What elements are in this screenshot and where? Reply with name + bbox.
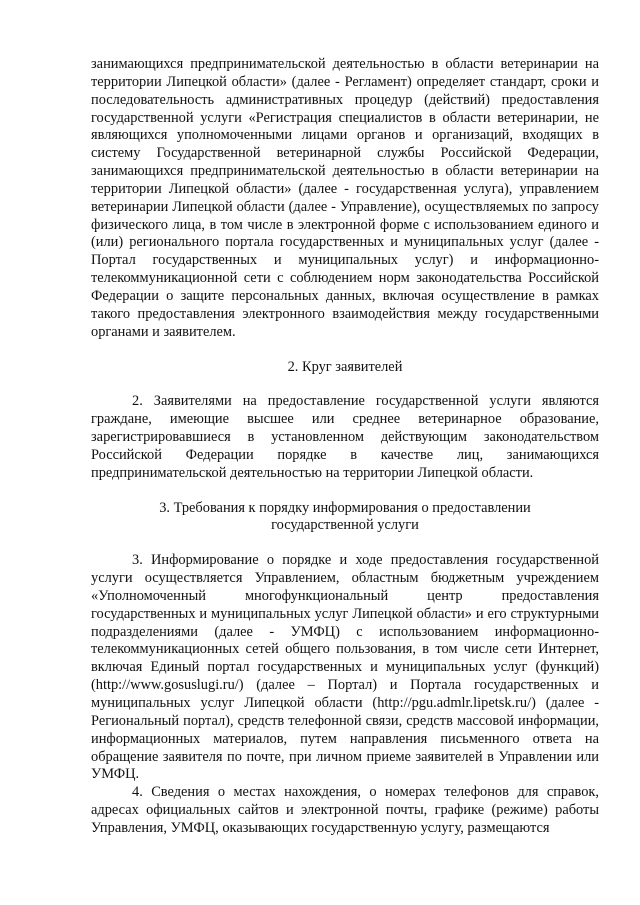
section-heading-applicants: 2. Круг заявителей (287, 358, 403, 375)
section-heading-line-2: государственной услуги (271, 517, 419, 534)
paragraph-applicants: 2. Заявителями на предоставление государственной услуги являются граждане, имеющие высшее или среднее ветеринарное образование, зарегистрировавшиеся в установленном действующим законодательством Российской Федерации порядке в качестве лиц, занимающихся предпринимательской деятельностью на территории Липецкой области. (91, 393, 599, 481)
section-heading-information-requirements (91, 500, 599, 536)
document-page (91, 56, 599, 838)
paragraph-location-info: 4. Сведения о местах нахождения, о номерах телефонов для справок, адресах официальных сайтов и электронной почты, графике (режиме) работы Управления, УМФЦ, оказывающих государственную услугу, размещаются (91, 784, 599, 836)
section-heading-line-1: 3. Требования к порядку информирования о предоставлении (159, 499, 531, 516)
paragraph-informing: 3. Информирование о порядке и ходе предоставления государственной услуги осуществляется Управлением, областным бюджетным учреждением «Уполномоченный многофункциональный центр предоставления государственных и муниципальных услуг Липецкой области» и его структурными подразделениями (далее - УМФЦ) с использованием информационно-телекоммуникационных сетей общего пользования, в том числе сети Интернет, включая Единый портал государственных и муниципальных услуг (функций) (http://www.gosuslugi.ru/) (далее – Портал) и Портала государственных и муниципальных услуг Липецкой области (http://pgu.admlr.lipetsk.ru/) (далее - Региональный портал), средств телефонной связи, средств массовой информации, информационных материалов, путем направления письменного ответа на обращение заявителя по почте, при личном приеме заявителей в Управлении или УМФЦ. (91, 552, 599, 783)
paragraph-regulation-scope: занимающихся предпринимательской деятельностью в области ветеринарии на территории Липецкой области» (далее - Регламент) определяет стандарт, сроки и последовательность административных процедур (действий) предоставления государственной услуги «Регистрация специалистов в области ветеринарии, не являющихся уполномоченными лицами органов и организаций, входящих в систему Государственной ветеринарной службы Российской Федерации, занимающихся предпринимательской деятельностью в области ветеринарии на территории Липецкой области» (далее - государственная услуга), управлением ветеринарии Липецкой области (далее - Управление), осуществляемых по запросу физического лица, в том числе в электронной форме с использованием единого и (или) регионального портала государственных и муниципальных услуг (далее - Портал государственных и муниципальных услуг) и информационно-телекоммуникационной сети с соблюдением норм законодательства Российской Федерации о защите персональных данных, включая осуществление в рамках такого предоставления электронного взаимодействия между государственными органами и заявителем. (91, 56, 599, 340)
